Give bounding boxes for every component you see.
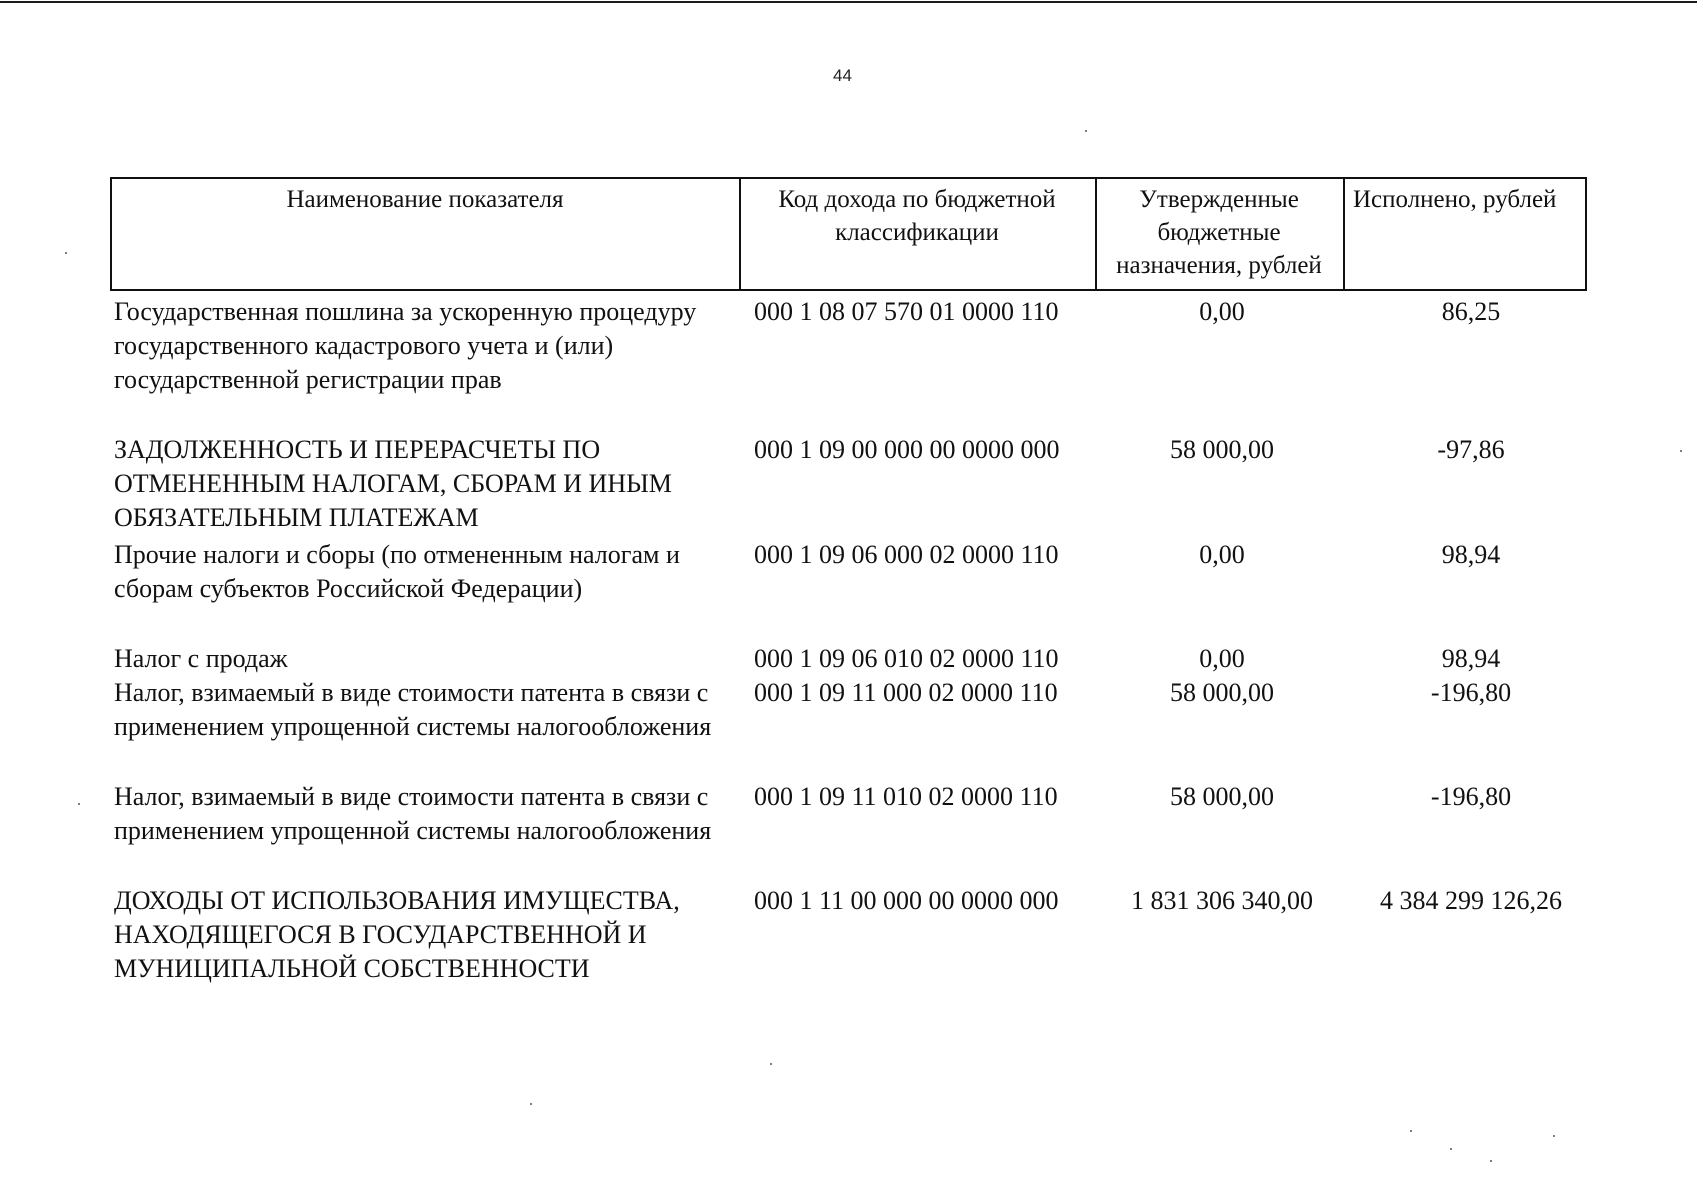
row-name: ЗАДОЛЖЕННОСТЬ И ПЕРЕРАСЧЕТЫ ПО ОТМЕНЕННЫМ НАЛОГАМ, СБОРАМ И ИНЫМ ОБЯЗАТЕЛЬНЫМ ПЛАТЕЖАМ <box>114 435 672 532</box>
scan-speck <box>1410 1130 1412 1132</box>
row-name: Государственная пошлина за ускоренную процедуру государственного кадастрового учета и (или) государственной регистрации прав <box>114 297 697 394</box>
header-plan: Утвержденные бюджетные назначения, рублей <box>1095 179 1341 289</box>
row-code: 000 1 08 07 570 01 0000 110 <box>754 297 1059 326</box>
row-done: 98,94 <box>1441 540 1501 569</box>
table-header <box>110 177 1587 291</box>
row-plan: 0,00 <box>1199 297 1245 326</box>
scan-speck <box>65 252 67 254</box>
row-plan: 1 831 306 340,00 <box>1131 886 1313 915</box>
scan-speck <box>1680 450 1682 452</box>
header-done: Исполнено, рублей <box>1343 179 1587 289</box>
row-plan: 0,00 <box>1199 540 1245 569</box>
row-done: -97,86 <box>1437 435 1505 464</box>
row-done: 98,94 <box>1441 644 1501 673</box>
row-done: 86,25 <box>1441 297 1501 326</box>
scan-speck <box>78 803 80 805</box>
row-name: ДОХОДЫ ОТ ИСПОЛЬЗОВАНИЯ ИМУЩЕСТВА, НАХОДЯЩЕГОСЯ В ГОСУДАРСТВЕННОЙ И МУНИЦИПАЛЬНОЙ СОБСТВЕННОСТИ <box>114 886 680 983</box>
header-code: Код дохода по бюджетной классификации <box>739 179 1093 289</box>
row-name: Налог с продаж <box>114 644 288 673</box>
row-name: Налог, взимаемый в виде стоимости патента в связи с применением упрощенной системы налогообложения <box>114 678 712 741</box>
row-name: Прочие налоги и сборы (по отмененным налогам и сборам субъектов Российской Федерации) <box>114 540 680 603</box>
header-name: Наименование показателя <box>286 186 564 213</box>
top-border-line <box>0 1 1697 3</box>
row-plan: 0,00 <box>1199 644 1245 673</box>
row-done: 4 384 299 126,26 <box>1380 886 1562 915</box>
row-code: 000 1 09 06 010 02 0000 110 <box>754 644 1059 673</box>
scan-speck <box>1490 1160 1492 1162</box>
scan-speck <box>1553 1135 1555 1137</box>
page-number: 44 <box>833 66 852 85</box>
row-plan: 58 000,00 <box>1170 678 1274 707</box>
row-code: 000 1 11 00 000 00 0000 000 <box>754 886 1059 915</box>
row-name: Налог, взимаемый в виде стоимости патента в связи с применением упрощенной системы налогообложения <box>114 782 712 845</box>
scan-speck <box>1450 1148 1452 1150</box>
row-done: -196,80 <box>1430 678 1512 707</box>
row-done: -196,80 <box>1430 782 1512 811</box>
scan-speck <box>770 1063 772 1065</box>
row-code: 000 1 09 11 000 02 0000 110 <box>754 678 1058 707</box>
scan-speck <box>530 1103 532 1105</box>
row-plan: 58 000,00 <box>1170 435 1274 464</box>
row-plan: 58 000,00 <box>1170 782 1274 811</box>
scan-speck <box>1085 130 1087 132</box>
row-code: 000 1 09 06 000 02 0000 110 <box>754 540 1059 569</box>
row-code: 000 1 09 11 010 02 0000 110 <box>754 782 1058 811</box>
row-code: 000 1 09 00 000 00 0000 000 <box>754 435 1060 464</box>
